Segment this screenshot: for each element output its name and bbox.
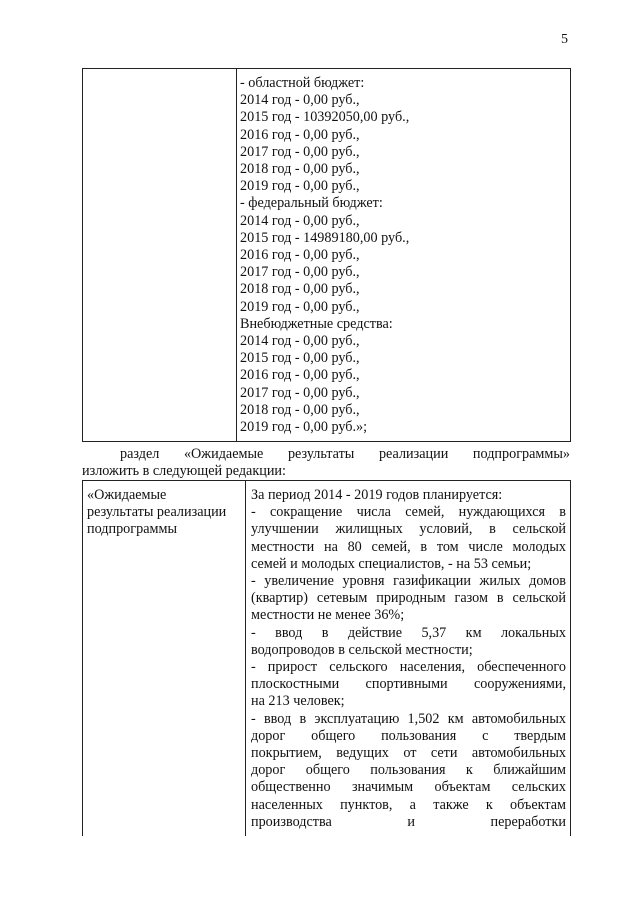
result-line: на 213 человек;	[251, 693, 345, 710]
column-divider	[236, 69, 237, 441]
label-line: «Ожидаемые	[87, 487, 167, 503]
label-line: подпрограммы	[87, 521, 177, 538]
result-line: населенных пунктов, а также к объектам	[251, 796, 566, 813]
result-line: семей и молодых специалистов, - на 53 семьи;	[251, 555, 532, 572]
funding-line: 2014 год - 0,00 руб.,	[240, 92, 360, 109]
funding-line: 2016 год - 0,00 руб.,	[240, 247, 360, 264]
result-line: местности на 80 семей, в том числе молодых	[251, 538, 566, 555]
funding-cell	[240, 75, 566, 436]
paragraph-line: изложить в следующей редакции:	[82, 463, 286, 480]
result-line: водопроводов в сельской местности;	[251, 641, 473, 658]
funding-line: 2014 год - 0,00 руб.,	[240, 212, 360, 229]
funding-line: 2015 год - 0,00 руб.,	[240, 350, 360, 367]
funding-line: 2019 год - 0,00 руб.,	[240, 178, 360, 195]
funding-line: 2016 год - 0,00 руб.,	[240, 126, 360, 143]
column-divider	[245, 481, 246, 836]
results-table	[82, 480, 571, 836]
funding-line: 2017 год - 0,00 руб.,	[240, 384, 360, 401]
funding-line: 2016 год - 0,00 руб.,	[240, 367, 360, 384]
funding-line: 2019 год - 0,00 руб.,	[240, 298, 360, 315]
amendment-paragraph	[82, 446, 570, 480]
funding-line: 2019 год - 0,00 руб.»;	[240, 419, 368, 436]
result-line: производства и переработки	[251, 813, 566, 830]
funding-line: - федеральный бюджет:	[240, 195, 383, 212]
paragraph-line: раздел «Ожидаемые результаты реализации подпрограммы»	[120, 446, 570, 462]
funding-line: - областной бюджет:	[240, 75, 365, 91]
result-line: За период 2014 - 2019 годов планируется:	[251, 487, 503, 503]
result-line: дорог общего пользования с твердым	[251, 727, 566, 744]
result-line: - прирост сельского населения, обеспеченного	[251, 659, 566, 676]
result-line: - сокращение числа семей, нуждающихся в	[251, 504, 566, 521]
funding-line: 2018 год - 0,00 руб.,	[240, 161, 360, 178]
funding-line: 2017 год - 0,00 руб.,	[240, 264, 360, 281]
label-line: результаты реализации	[87, 504, 227, 521]
funding-line: Внебюджетные средства:	[240, 315, 393, 332]
funding-line: 2018 год - 0,00 руб.,	[240, 401, 360, 418]
result-line: (квартир) сетевым природным газом в сельской	[251, 590, 566, 607]
funding-line: 2018 год - 0,00 руб.,	[240, 281, 360, 298]
result-line: покрытием, ведущих от сети автомобильных	[251, 745, 566, 762]
funding-line: 2015 год - 10392050,00 руб.,	[240, 109, 410, 126]
page-number: 5	[561, 32, 568, 47]
funding-line: 2017 год - 0,00 руб.,	[240, 143, 360, 160]
results-label-cell	[87, 487, 243, 539]
funding-line: 2015 год - 14989180,00 руб.,	[240, 229, 410, 246]
result-line: общественно значимым объектам сельских	[251, 779, 566, 796]
result-line: дорог общего пользования к ближайшим	[251, 762, 566, 779]
result-line: - ввод в действие 5,37 км локальных	[251, 624, 566, 641]
funding-line: 2014 год - 0,00 руб.,	[240, 333, 360, 350]
result-line: плоскостными спортивными сооружениями,	[251, 676, 566, 693]
result-line: - ввод в эксплуатацию 1,502 км автомобильных	[251, 710, 566, 727]
result-line: улучшении жилищных условий, в сельской	[251, 521, 566, 538]
results-content-cell	[251, 487, 566, 831]
funding-table	[82, 68, 571, 442]
result-line: местности не менее 36%;	[251, 607, 405, 624]
result-line: - увеличение уровня газификации жилых домов	[251, 573, 566, 590]
